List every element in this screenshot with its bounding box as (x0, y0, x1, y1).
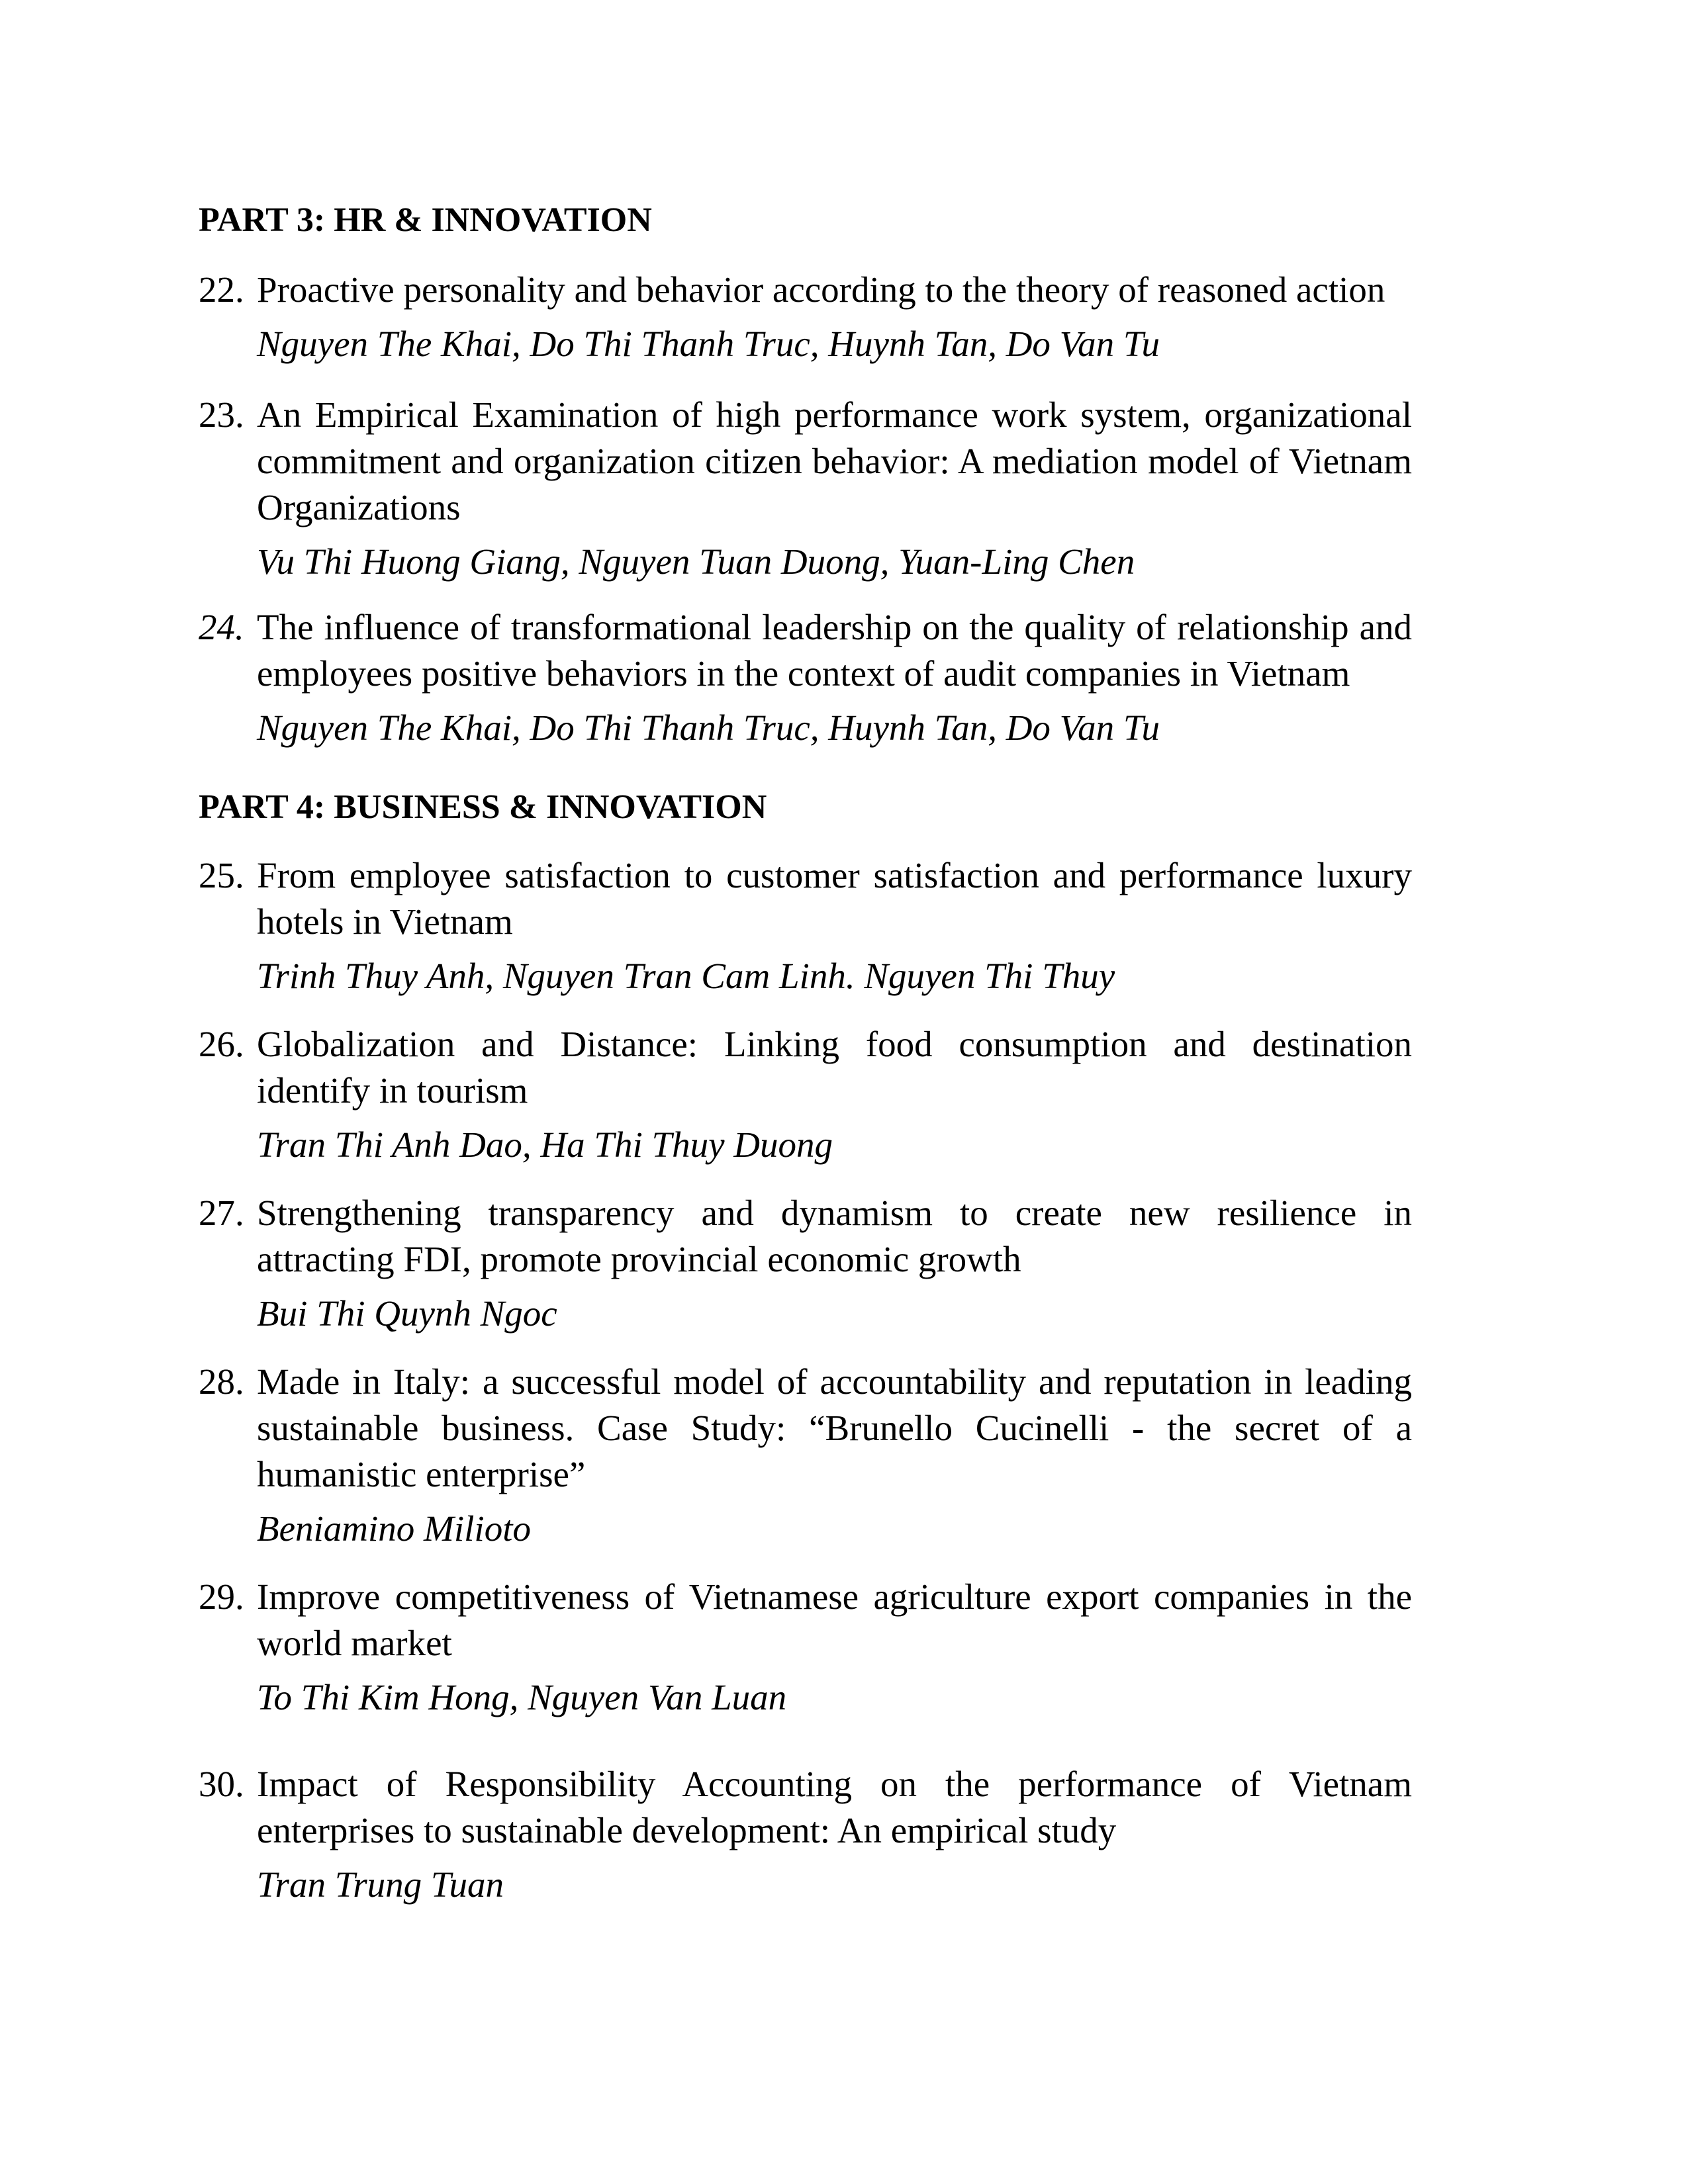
item-number: 30. (199, 1764, 244, 1804)
toc-item-26 (199, 1021, 1412, 1168)
item-number: 22. (199, 269, 244, 310)
toc-item-29 (199, 1574, 1412, 1721)
toc-item-23 (199, 392, 1412, 585)
section-heading-part-3: PART 3: HR & INNOVATION (199, 201, 652, 239)
item-authors: Tran Thi Anh Dao, Ha Thi Thuy Duong (257, 1124, 833, 1165)
item-title: An Empirical Examination of high performance work system, organizational commitment and organization citizen behavior: A mediation model of Vietnam Organizations (257, 394, 1412, 527)
toc-item-27 (199, 1190, 1412, 1337)
item-title: The influence of transformational leadership on the quality of relationship and employees positive behaviors in the context of audit companies in Vietnam (257, 607, 1412, 694)
item-authors: Tran Trung Tuan (257, 1864, 504, 1905)
item-title: Globalization and Distance: Linking food consumption and destination identify in tourism (257, 1024, 1412, 1111)
item-title: Improve competitiveness of Vietnamese agriculture export companies in the world market (257, 1576, 1412, 1663)
item-authors: Beniamino Milioto (257, 1508, 531, 1549)
item-authors: Trinh Thuy Anh, Nguyen Tran Cam Linh. Nguyen Thi Thuy (257, 956, 1115, 996)
toc-item-28 (199, 1359, 1412, 1552)
item-number: 24. (199, 607, 244, 647)
section-heading-part-4: PART 4: BUSINESS & INNOVATION (199, 788, 767, 826)
toc-item-30 (199, 1761, 1412, 1908)
item-number: 29. (199, 1576, 244, 1617)
item-number: 25. (199, 855, 244, 895)
toc-item-22 (199, 267, 1412, 367)
item-number: 28. (199, 1361, 244, 1402)
item-number: 26. (199, 1024, 244, 1064)
item-authors: Nguyen The Khai, Do Thi Thanh Truc, Huynh Tan, Do Van Tu (257, 707, 1160, 748)
toc-item-24 (199, 604, 1412, 751)
item-authors: Vu Thi Huong Giang, Nguyen Tuan Duong, Yuan-Ling Chen (257, 541, 1135, 582)
item-number: 27. (199, 1193, 244, 1233)
item-authors: Nguyen The Khai, Do Thi Thanh Truc, Huynh Tan, Do Van Tu (257, 324, 1160, 364)
item-title: Strengthening transparency and dynamism to create new resilience in attracting FDI, promote provincial economic growth (257, 1193, 1412, 1279)
item-title: Made in Italy: a successful model of accountability and reputation in leading sustainable business. Case Study: “Brunello Cucinelli - the secret of a humanistic enterprise” (257, 1361, 1412, 1494)
item-authors: Bui Thi Quynh Ngoc (257, 1293, 557, 1334)
item-title: From employee satisfaction to customer satisfaction and performance luxury hotels in Vietnam (257, 855, 1412, 942)
item-title: Impact of Responsibility Accounting on the performance of Vietnam enterprises to sustainable development: An empirical study (257, 1764, 1412, 1850)
item-authors: To Thi Kim Hong, Nguyen Van Luan (257, 1677, 787, 1717)
toc-item-25 (199, 852, 1412, 999)
item-number: 23. (199, 394, 244, 435)
item-title: Proactive personality and behavior according to the theory of reasoned action (257, 269, 1385, 310)
